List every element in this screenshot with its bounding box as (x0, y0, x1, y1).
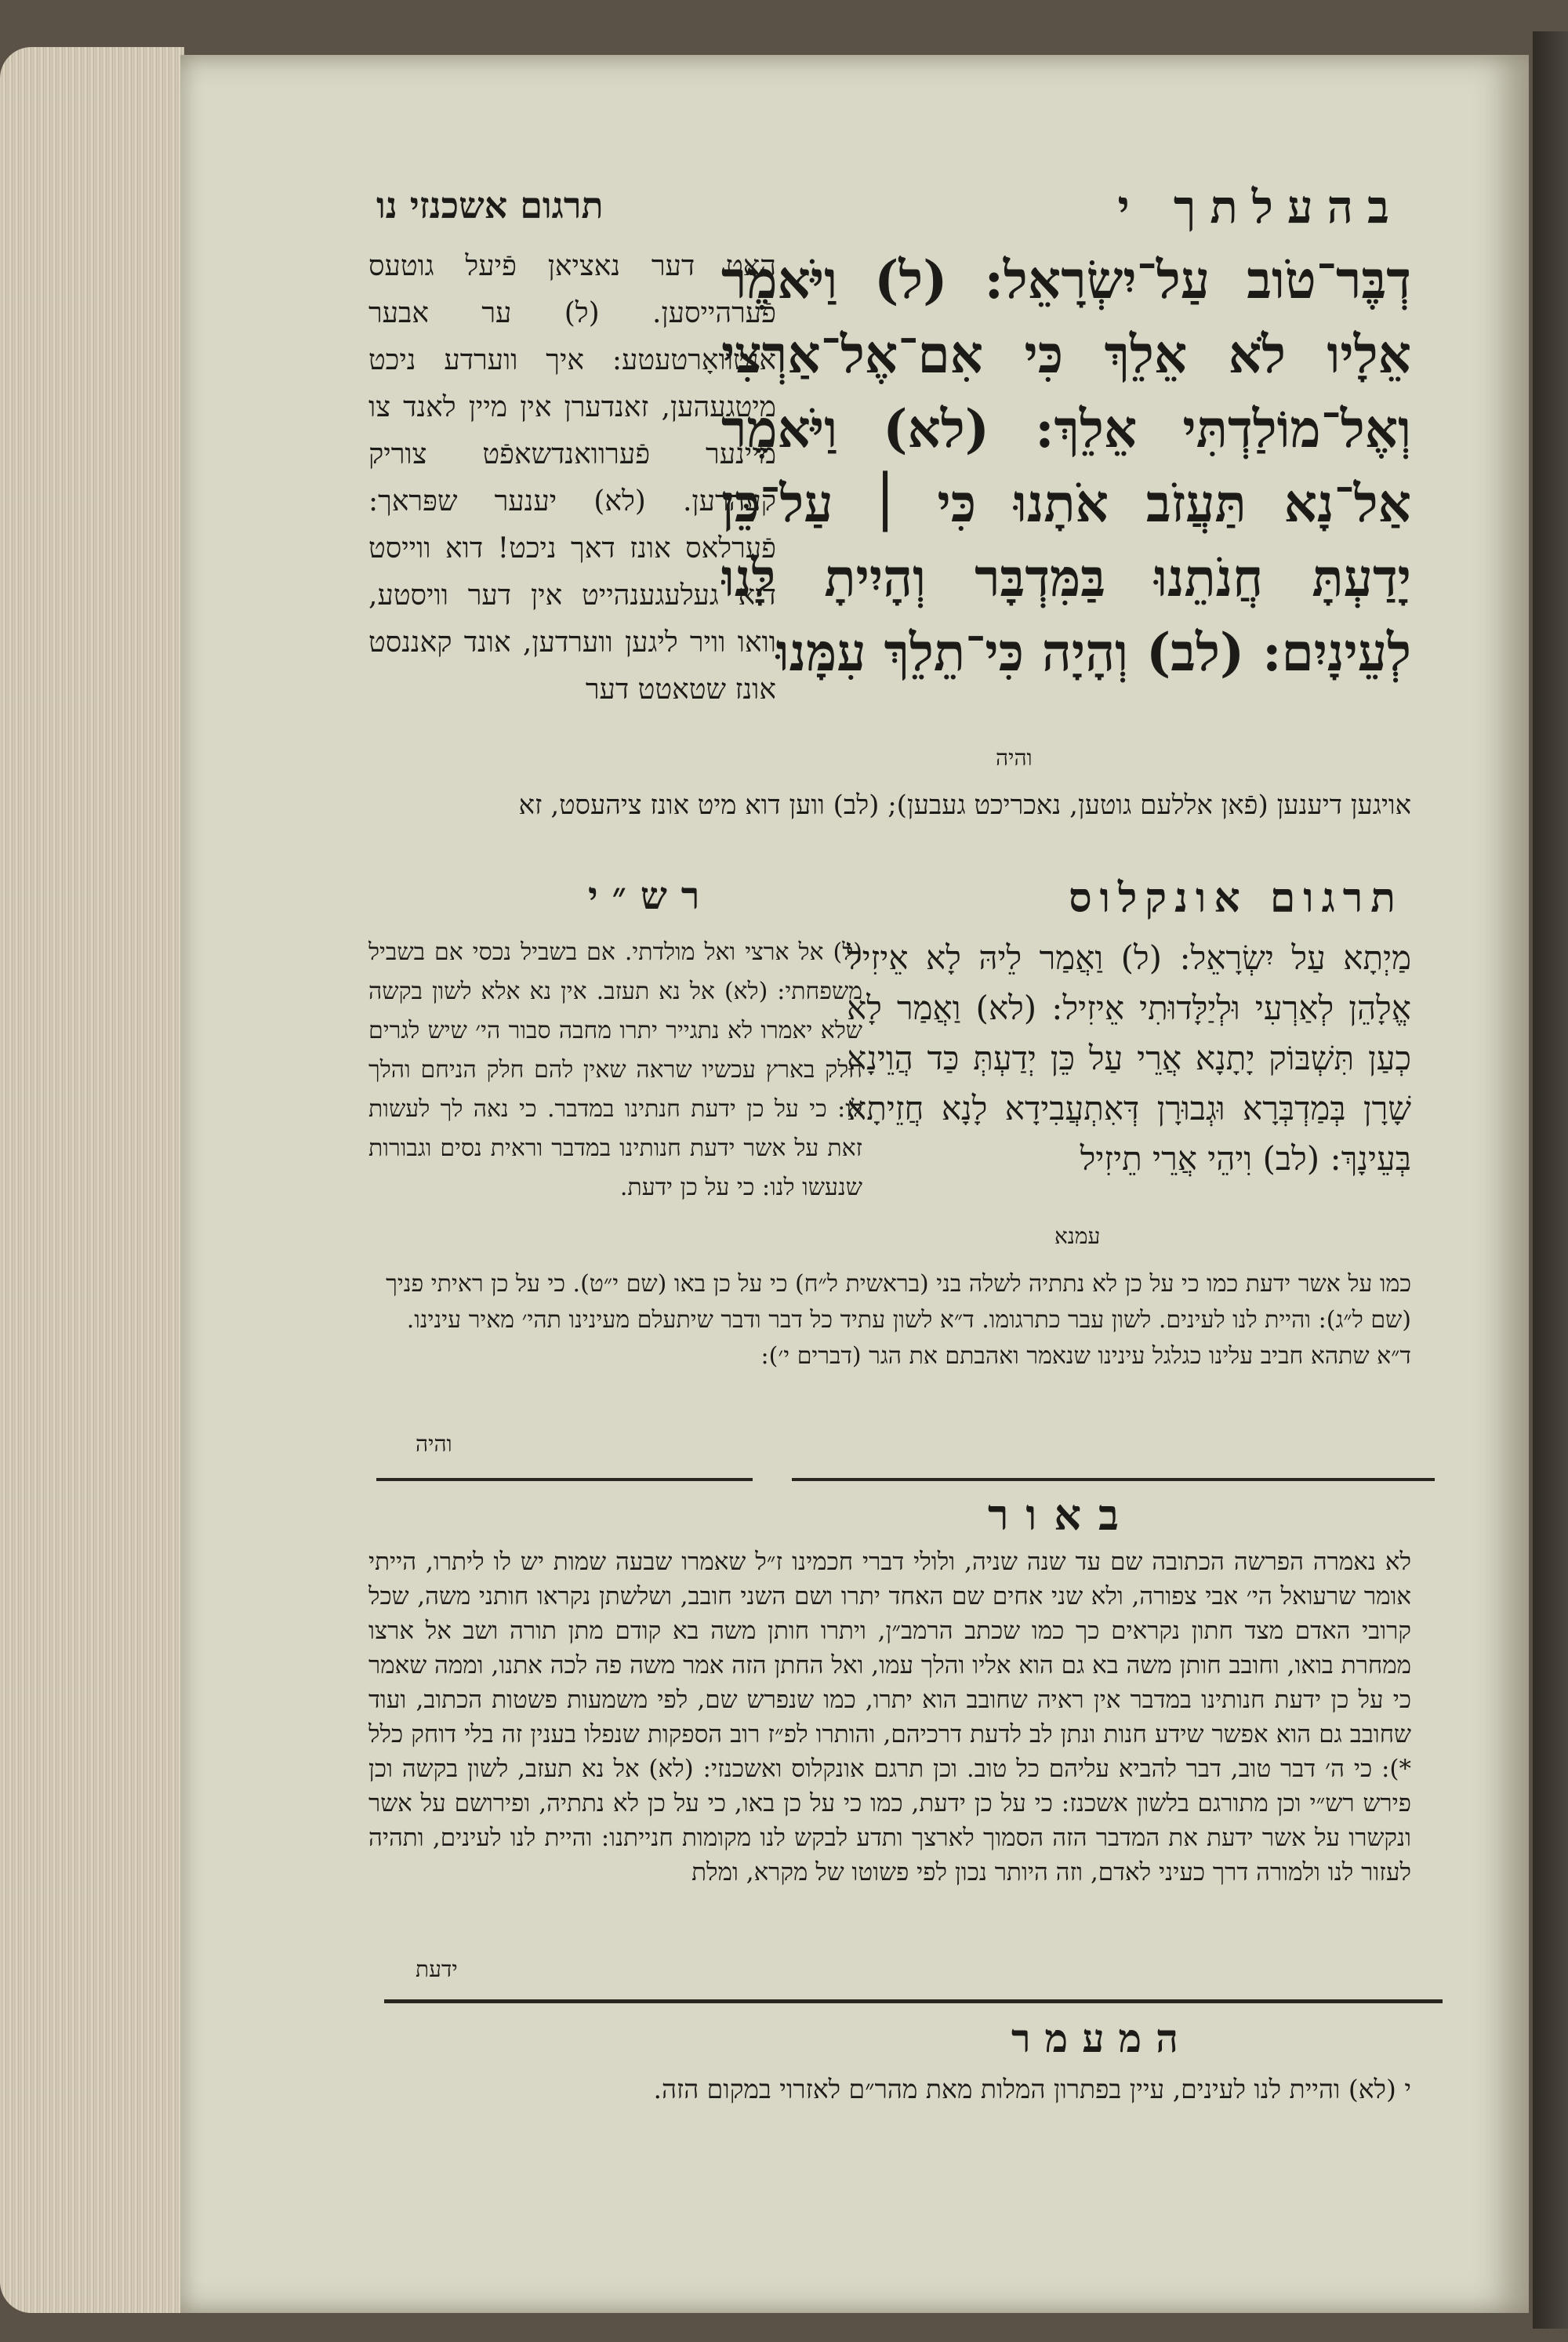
running-header-left: תרגום אשכנזי נו (376, 184, 604, 227)
rashi-continuation: כמו על אשר ידעת כמו כי על כן לא נתתיה לשלה בני (בראשית ל״ח) כי על כן באו (שם י״ט). כי על כן ראיתי פניך (שם ל״ג): והיית לנו לעינים. לשון עבר כתרגומו. ד״א לשון עתיד כל דבר ודבר שיתעלם מעינינו תהי׳ מאיר עינינו. ד״א שתהא חביב עלינו כגלגל עינינו שנאמר ואהבתם את הגר (דברים י׳): (386, 1270, 1411, 1370)
onkelos-catchword: עמנא (1054, 1223, 1101, 1249)
verse-catchword: והיה (996, 745, 1033, 771)
hameamer-title: המעמר (1011, 2015, 1192, 2061)
yiddish-translation-continuation: אויגען דיענען (פֿאן אללעם גוטען, נאכריכט געבען); (לב) ווען דוא מיט אונז ציהעסט, זא (518, 790, 1411, 821)
onkelos-title: תרגום אונקלוס (1069, 874, 1403, 922)
torah-verse-text: דְבֶּר־טֹוב עַל־יִשְׂרָאֵל: (ל) וַיֹּאמֶר אֵלָיו לֹא אֵלֵךְ כִּי אִם־אֶל־אַרְצִי וְאֶל־מוֹלַדְתִּי אֵלֵךְ: (לא) וַיֹּאמֶר אַל־נָא תַּעֲזֹב אֹתָנוּ כִּי ׀ עַל־כֵּן יָדַעְתָּ חֲנֹתֵנוּ בַּמִּדְבָּר וְהָיִיתָ לָּנוּ לְעֵינָיִם: (לב) וְהָיָה כִּי־תֵלֵךְ עִמָּנוּ (721, 249, 1411, 683)
biur-catchword: ידעת (416, 1956, 458, 1982)
biur-title: באור (988, 1490, 1137, 1540)
book-page (180, 55, 1529, 2313)
biur-text: לא נאמרה הפרשה הכתובה שם עד שנה שניה, ולולי דברי חכמינו ז״ל שאמרו שבעה שמות יש לו ליתרו, הייתי אומר שרעואל הי׳ אבי צפורה, ולא שני אחים שם האחד יתרו ושם השני חובב, ושלשתן נקראו חותני משה, שכל קרובי האדם מצד חתון נקראים כך כמו שכתב הרמב״ן, ויתרו חותן משה בא קודם מתן תורה ושב אל ארצו ממחרת בואו, וחובב חותן משה בא גם הוא אליו והלך עמו, ואל החתן הזה אמר משה פה לכה אתנו, וממה שאמר כי על כן ידעת חנותינו במדבר אין ראיה שחובב הוא יתרו, כמו שנפרש שם, לפי משמעות פשטות הכתוב, ועוד שחובב גם הוא אפשר שידע חנות ונתן לב לדעת דרכיהם, והותרו לפ״ז רוב הספקות שנפלו בענין זה בלי דוחק כלל *): כי ה׳ דבר טוב, דבר להביא עליהם כל טוב. וכן תרגם אונקלוס ואשכנזי: (לא) אל נא תעזב, לשון בקשה וכן פירש רש״י וכן מתורגם בלשון אשכנז: כי על כן ידעת, כמו כי על כן באו, כי על כן לא נתתיה, ופירושם על אשר ונקשרו על אשר ידעת את המדבר הזה הסמוך לארצך ותדע לבקש לנו מקומות חנייתנו: והיית לנו לעינים, ותהיה לעזור לנו ולמורה דרך כעיני לאדם, וזה היותר נכון לפי פשוטו של מקרא, ומלת (368, 1548, 1411, 1886)
hameamer-text: י (לא) והיית לנו לעינים, עיין בפתרון המלות מאת מהר״ם לאזרוי במקום הזה. (653, 2074, 1411, 2104)
rashi-title: רש״י (588, 874, 714, 918)
book-page-edges (0, 47, 184, 2313)
divider-rule-full (384, 1999, 1443, 2003)
divider-rule-right (792, 1478, 1435, 1481)
rashi-catchword: והיה (416, 1431, 452, 1457)
running-header-right: בהעלתך י (1117, 180, 1403, 234)
onkelos-text: מַיְתָא עַל יִשְׂרָאֵל: (ל) וַאֲמַר לֵיהּ לָא אֵיזִיל אֱלָהֵן לְאַרְעִי וּלְיַלָּדוּתִי אֵיזִיל: (לא) וַאֲמַר לָא כְעַן תִּשְׁבּוֹק יָתָנָא אֲרֵי עַל כֵּן יְדַעְתְּ כַּד הֲוֵינָא שָׁרָן בְּמַדְבְּרָא וּגְבוּרָן דְּאִתְעֲבִידָא לָנָא חֲזֵיתָא בְּעֵינָךְ: (לב) וִיהֵי אֲרֵי תֵיזִיל (847, 939, 1411, 1178)
rashi-text: (ל) אל ארצי ואל מולדתי. אם בשביל נכסי אם בשביל משפחתי: (לא) אל נא תעזב. אין נא אלא לשון בקשה שלא יאמרו לא נתגייר יתרו מחבה סבור הי׳ שיש לגרים חלק בארץ עכשיו שראה שאין להם חלק הניחם והלך לו: כי על כן ידעת חנתינו במדבר. כי נאה לך לעשות זאת על אשר ידעת חנותינו במדבר וראית נסים וגבורות שנעשו לנו: כי על כן ידעת. (368, 939, 862, 1201)
next-page-edge (1533, 31, 1568, 2329)
yiddish-translation: האט דער נאציאן פֿיעל גוטעס פֿערהייסען. (ל) ער אבער אנטוואָרטעטע: איך ווערדע ניכט מיטגעהען, זאנדערן אין מיין לאנד צו מיינער פֿערוואנדשאפֿט צוריק קעהרען. (לא) יענער שפּראך: פֿערלאס אונז דאך ניכט! דוא ווייסט דיא געלעגענהייט אין דער וויסטע, וואו וויר ליגען ווערדען, אונד קאננסט אונז שטאטט דער (368, 250, 776, 706)
divider-rule-left (376, 1478, 753, 1481)
